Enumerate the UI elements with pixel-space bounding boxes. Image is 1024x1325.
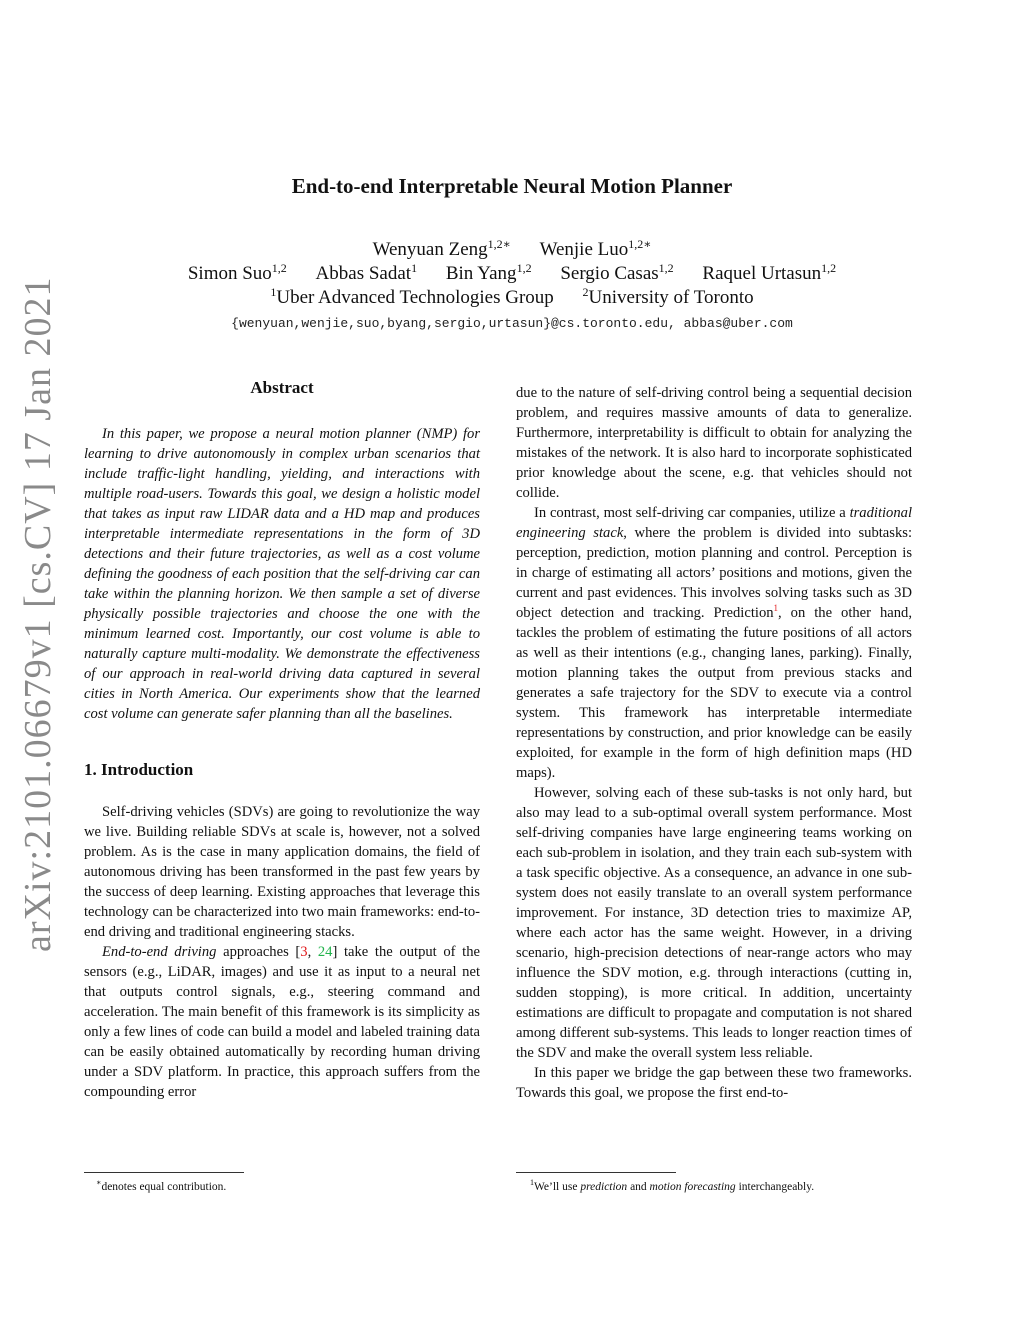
affiliation: $^1$Uber Advanced Technologies Group [270, 285, 554, 308]
author-line-1 [0, 238, 1024, 262]
author-name: Abbas Sadat$^1$ [315, 261, 418, 284]
abstract-heading: Abstract [250, 378, 314, 397]
citation-link[interactable]: 3 [300, 944, 308, 960]
affiliation-line [0, 286, 1024, 310]
author-line-2 [0, 262, 1024, 286]
author-name: Wenjie Luo$^{1,2∗}$ [539, 237, 652, 260]
paper-title: End-to-end Interpretable Neural Motion Planner [291, 174, 733, 198]
right-column [516, 383, 912, 1103]
citation-link[interactable]: 24 [317, 944, 333, 960]
footnote-link[interactable]: 1 [773, 603, 779, 613]
intro-paragraph-continued: due to the nature of self-driving control being a sequential decision problem, and requires massive amounts of data to generalize. Furthermore, interpretability is difficult to obtain for analyzing the mistakes of the network. It is also hard to incorporate sophisticated prior knowledge about the scene, e.g. that vehicles should not collide. [516, 385, 912, 501]
arxiv-side-stamp: arXiv:2101.06679v1 [cs.CV] 17 Jan 2021 [17, 276, 59, 952]
author-name: Simon Suo$^{1,2}$ [187, 261, 287, 284]
author-name: Wenyuan Zeng$^{1,2∗}$ [372, 237, 511, 260]
author-name: Bin Yang$^{1,2}$ [445, 261, 532, 284]
author-name: Raquel Urtasun$^{1,2}$ [702, 261, 837, 284]
footnote-rule-left [84, 1172, 244, 1173]
intro-paragraph-2: End-to-end driving approaches [3, 24] take the output of the sensors (e.g., LiDAR, images) and use it as input to a neural net that outputs control signals, e.g., steering command and acceleration. The main benefit of this framework is its simplicity as only a few lines of code can build a model and labeled training data can be easily obtained automatically by recording human driving under a SDV platform. In practice, this approach suffers from the compounding error [84, 944, 480, 1100]
author-emails: {wenyuan,wenjie,suo,byang,sergio,urtasun}@cs.toronto.edu, abbas@uber.com [231, 316, 793, 331]
intro-paragraph-3: In contrast, most self-driving car companies, utilize a traditional engineering stack, where the problem is divided into subtasks: perception, prediction, motion planning and control. Perception is in charge of estimating all actors’ positions and motions, given the current and past evidences. This involves solving tasks such as 3D object detection and tracking. Prediction$^1$, on the other hand, tackles the problem of estimating the future positions of all actors as well as their intentions (e.g., changing lanes, parking). Finally, motion planning takes the output from previous stacks and generates a safe trajectory for the SDV to execute via a control system. This framework has interpretable intermediate representations by construction, and prior knowledge can be easily exploited, for example in the form of high definition maps (HD maps). [516, 505, 912, 781]
section-heading-introduction: 1. Introduction [84, 760, 194, 779]
intro-paragraph-5: In this paper we bridge the gap between these two frameworks. Towards this goal, we propose the first end-to- [516, 1065, 912, 1101]
footnote-rule-right [516, 1172, 676, 1173]
intro-paragraph-4: However, solving each of these sub-tasks is not only hard, but also may lead to a sub-optimal overall system performance. Most self-driving companies have large engineering teams working on each sub-problem in isolation, and they train each sub-system with a task specific objective. As a consequence, an advance in one sub-system does not easily translate to an overall system performance improvement. For instance, 3D detection tries to maximize AP, where each actor has the same weight. However, in a driving scenario, high-precision detections of near-range actors who may influence the SDV motion, e.g. through interactions (cutting in, sudden stopping), is more critical. In addition, uncertainty estimations are difficult to propagate and computation is not shared among different sub-systems. This leads to longer reaction times of the SDV and make the overall system less reliable. [516, 785, 912, 1061]
intro-paragraph-1: Self-driving vehicles (SDVs) are going to revolutionize the way we live. Building reliable SDVs at scale is, however, not a solved problem. As is the case in many application domains, the field of autonomous driving has been transformed in the past few years by the success of deep learning. Existing approaches that leverage this technology can be characterized into two main frameworks: end-to-end driving and traditional engineering stacks. [84, 804, 480, 940]
affiliation: $^2$University of Toronto [582, 285, 754, 308]
author-block [0, 238, 1024, 310]
footnote-left: ∗denotes equal contribution. [96, 1178, 227, 1193]
footnote-right: $^1$We’ll use prediction and motion forecasting interchangeably. [530, 1178, 815, 1193]
left-column [84, 378, 480, 1102]
author-name: Sergio Casas$^{1,2}$ [560, 261, 674, 284]
abstract-text: In this paper, we propose a neural motion planner (NMP) for learning to drive autonomously in complex urban scenarios that include traffic-light handling, yielding, and interactions with multiple road-users. Towards this goal, we design a holistic model that takes as input raw LIDAR data and a HD map and produces interpretable intermediate representations in the form of 3D detections and their future trajectories, as well as a cost volume defining the goodness of each position that the self-driving car can take within the planning horizon. We then sample a set of diverse physically possible trajectories and choose the one with the minimum learned cost. Importantly, our cost volume is able to naturally capture multi-modality. We demonstrate the effectiveness of our approach in real-world driving data captured in several cities in North America. Our experiments show that the learned cost volume can generate safer planning than all the baselines. [84, 426, 480, 722]
